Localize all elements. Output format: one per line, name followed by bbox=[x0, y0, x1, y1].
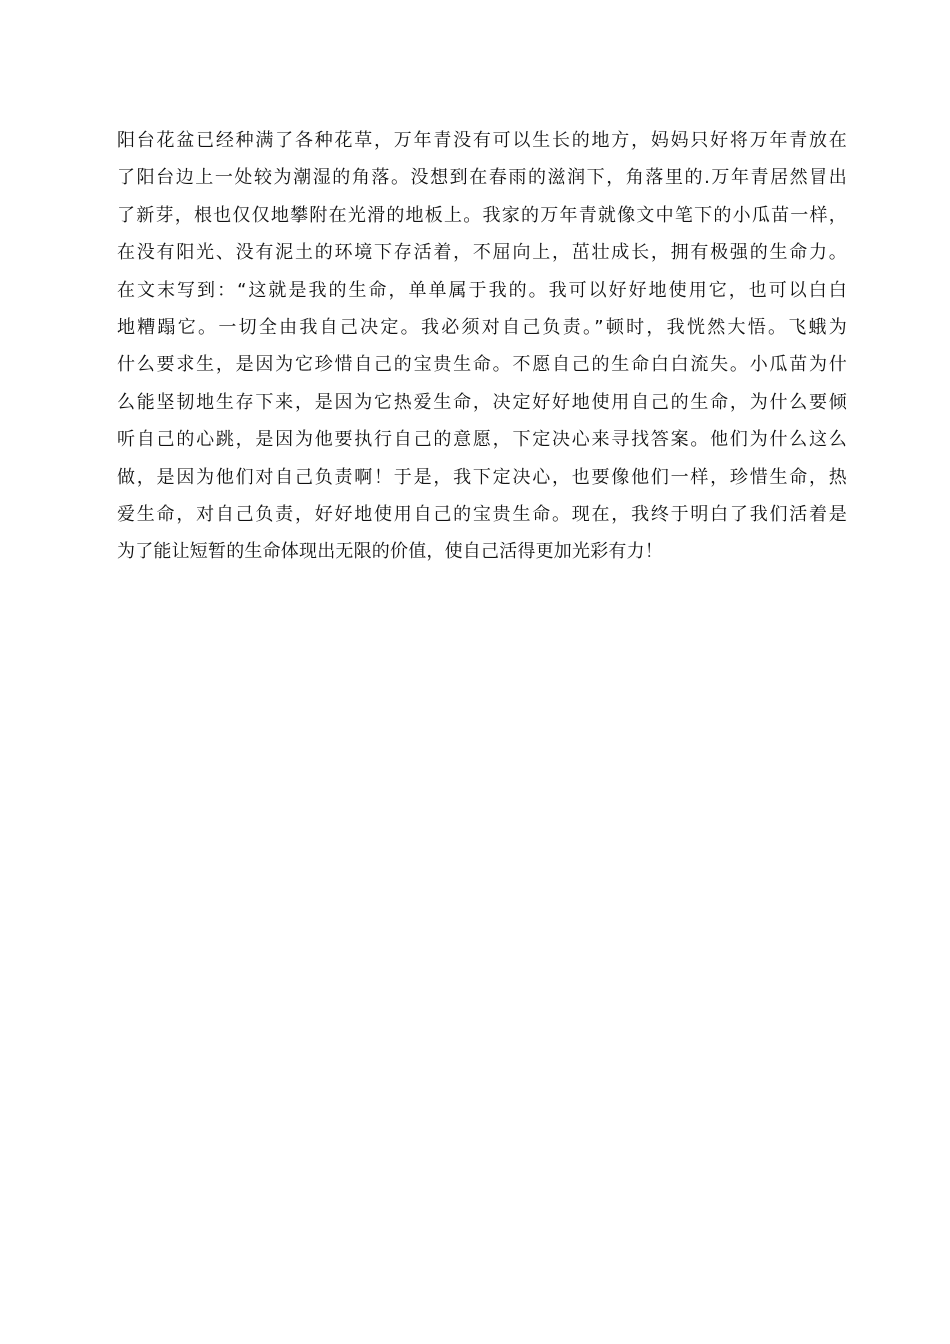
paragraph-line: 为了能让短暂的生命体现出无限的价值，使自己活得更加光彩有力！ bbox=[117, 541, 663, 563]
paragraph-line: 么能坚韧地生存下来，是因为它热爱生命，决定好好地使用自己的生命，为什么要倾 bbox=[117, 391, 847, 413]
paragraph-line: 听自己的心跳，是因为他要执行自己的意愿，下定决心来寻找答案。他们为什么这么 bbox=[117, 429, 847, 451]
paragraph-line: 阳台花盆已经种满了各种花草，万年青没有可以生长的地方，妈妈只好将万年青放在 bbox=[117, 130, 847, 151]
paragraph-line: 了新芽，根也仅仅地攀附在光滑的地板上。我家的万年青就像文中笔下的小瓜苗一样， bbox=[117, 204, 847, 226]
paragraph-line: 爱生命，对自己负责，好好地使用自己的宝贵生命。现在，我终于明白了我们活着是 bbox=[117, 503, 847, 525]
essay-paragraph bbox=[117, 122, 847, 571]
paragraph-line: 做，是因为他们对自己负责啊！于是，我下定决心，也要像他们一样，珍惜生命，热 bbox=[117, 466, 847, 488]
paragraph-line: 在没有阳光、没有泥土的环境下存活着，不屈向上，茁壮成长，拥有极强的生命力。 bbox=[117, 242, 847, 264]
paragraph-line: 在文末写到：“这就是我的生命，单单属于我的。我可以好好地使用它，也可以白白 bbox=[117, 279, 847, 301]
paragraph-line: 什么要求生，是因为它珍惜自己的宝贵生命。不愿自己的生命白白流失。小瓜苗为什 bbox=[117, 354, 847, 376]
paragraph-line: 地糟蹋它。一切全由我自己决定。我必须对自己负责。”顿时，我恍然大悟。飞蛾为 bbox=[117, 316, 847, 338]
paragraph-line: 了阳台边上一处较为潮湿的角落。没想到在春雨的滋润下，角落里的.万年青居然冒出 bbox=[117, 167, 847, 189]
